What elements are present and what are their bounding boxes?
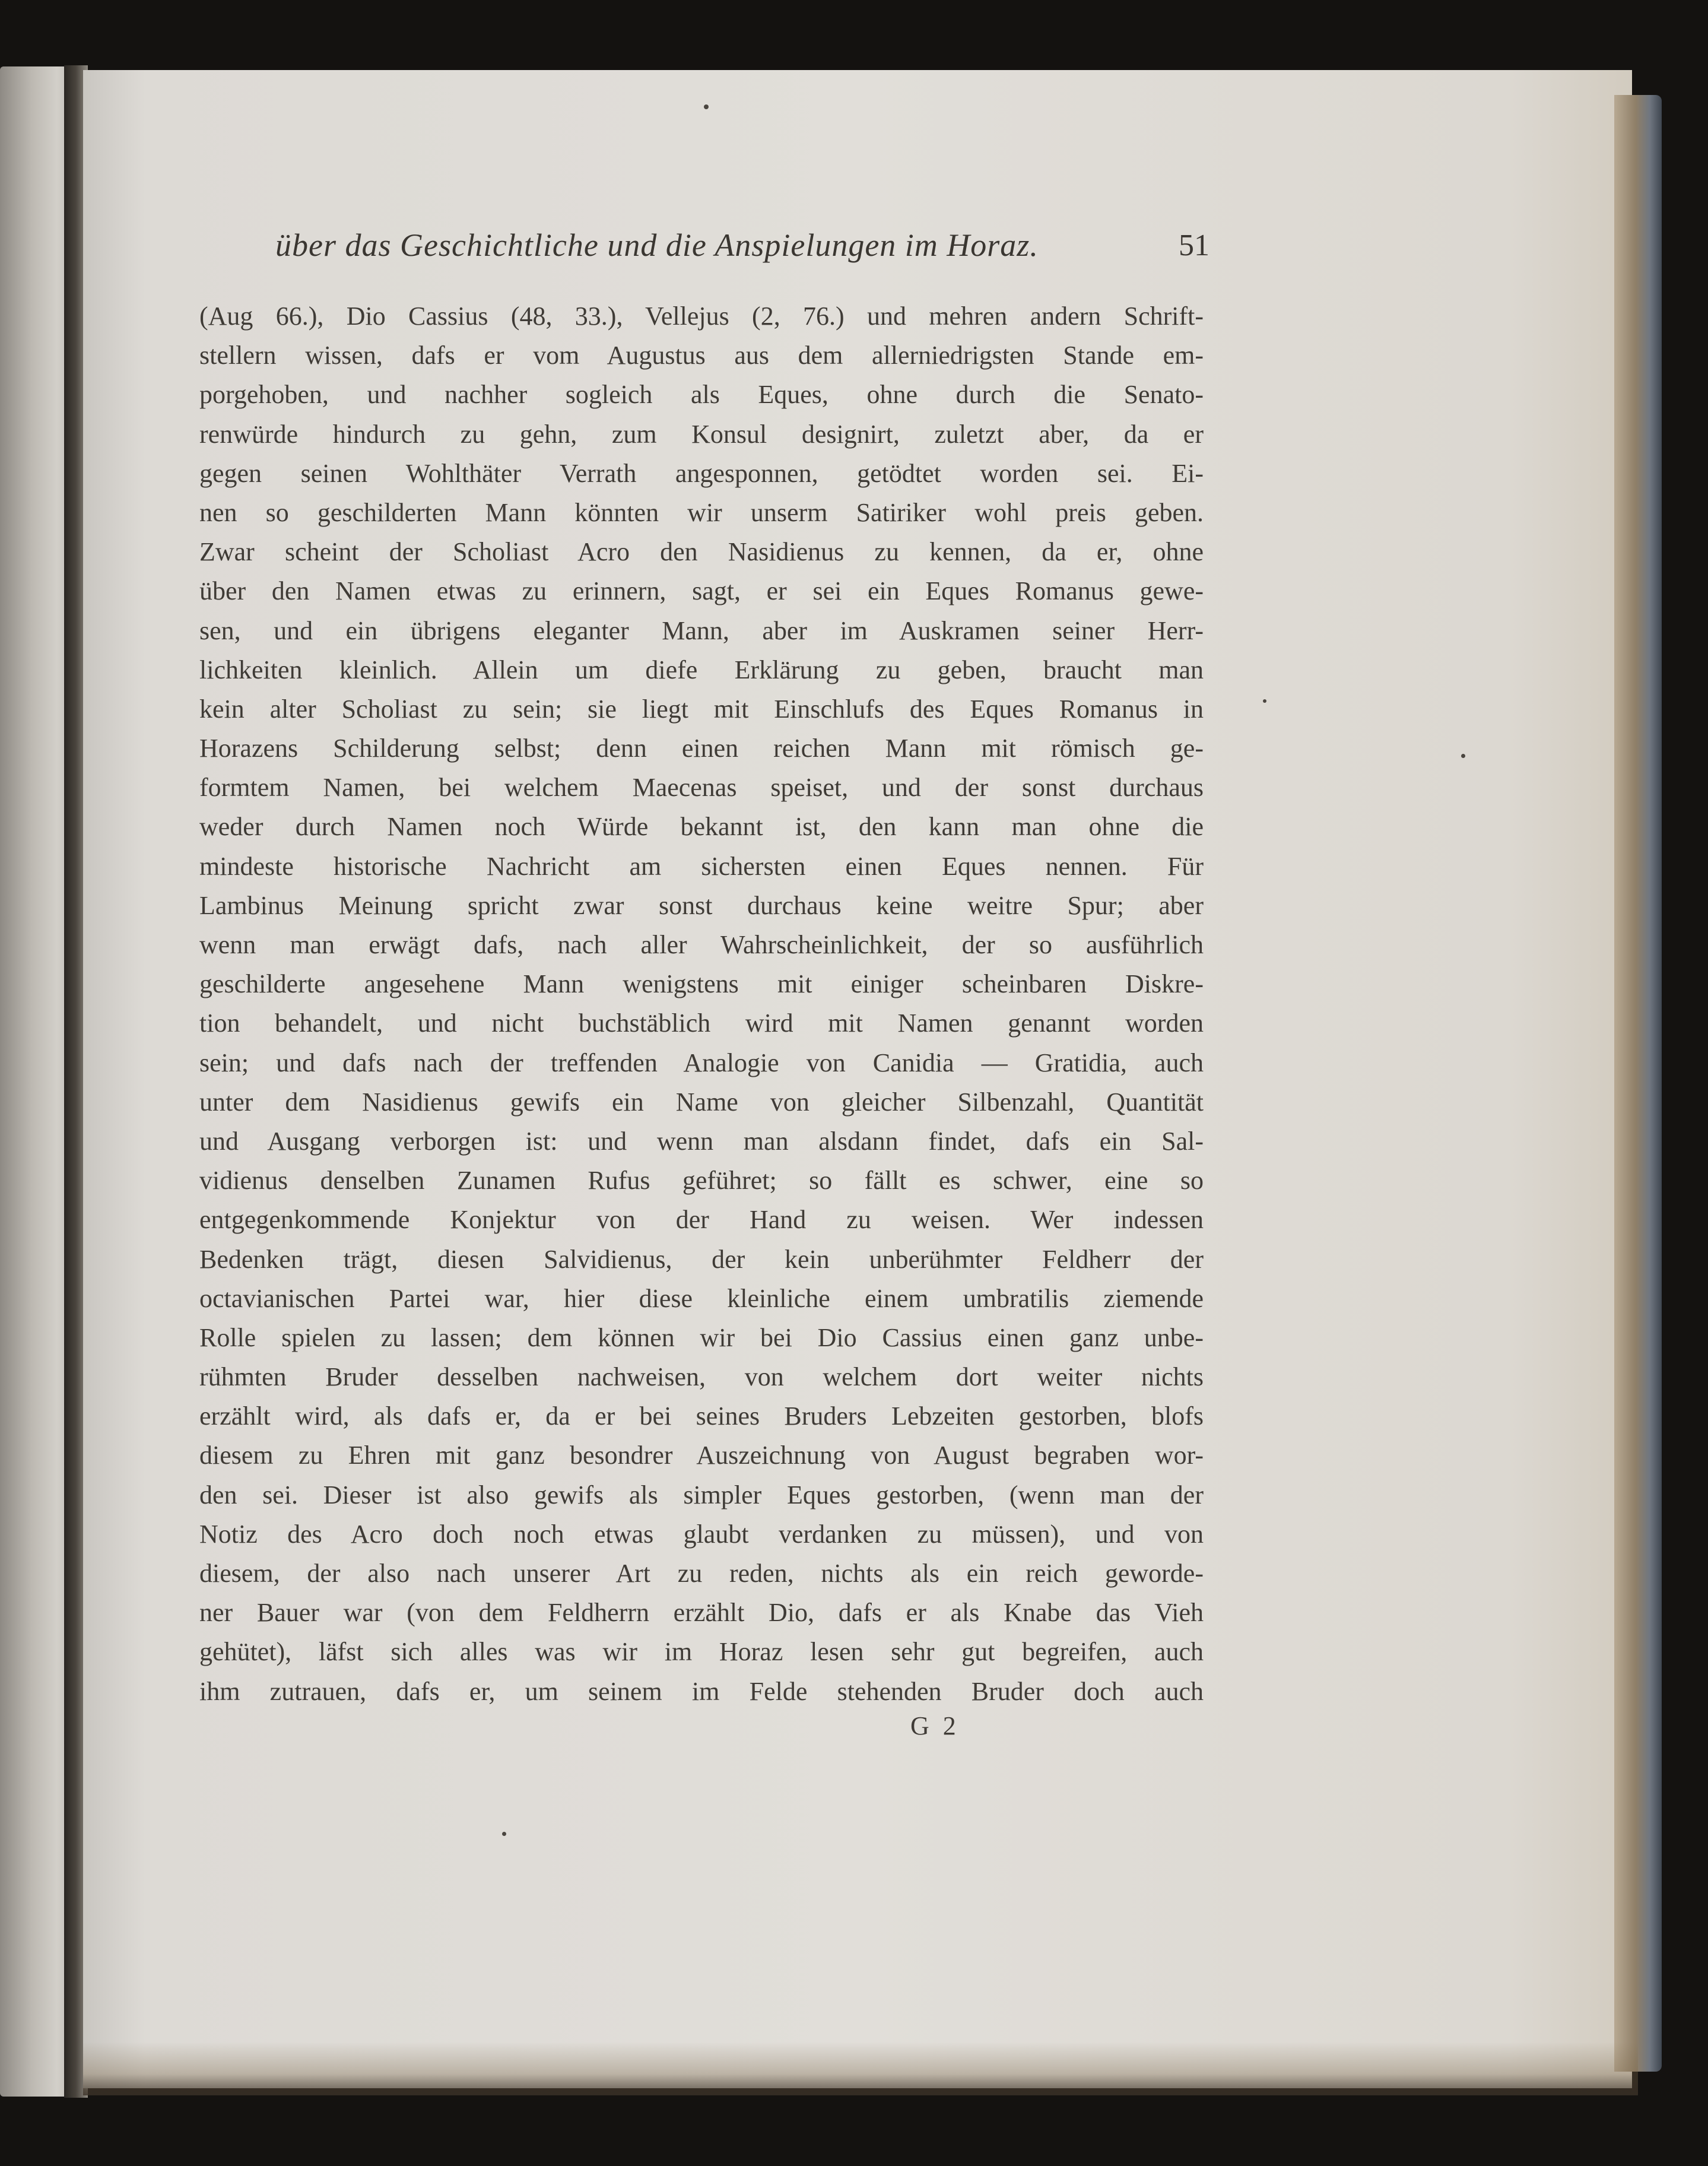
text-line: mindeste historische Nachricht am sichersten einen Eques nennen. Für: [199, 851, 1204, 881]
page-fore-edge: [1614, 95, 1662, 2072]
text-line: lichkeiten kleinlich. Allein um diefe Erklärung zu geben, braucht man: [199, 655, 1204, 684]
text-line: sen, und ein übrigens eleganter Mann, aber im Auskramen seiner Herr-: [199, 616, 1204, 645]
text-line: sein; und dafs nach der treffenden Analogie von Canidia — Gratidia, auch: [199, 1048, 1204, 1077]
text-line: Horazens Schilderung selbst; denn einen reichen Mann mit römisch ge-: [199, 734, 1204, 763]
text-line: kein alter Scholiast zu sein; sie liegt mit Einschlufs des Eques Romanus in: [199, 694, 1204, 724]
text-line: Lambinus Meinung spricht zwar sonst durchaus keine weitre Spur; aber: [199, 890, 1204, 920]
text-line: Bedenken trägt, diesen Salvidienus, der kein unberühmter Feldherr der: [199, 1244, 1204, 1274]
running-title: über das Geschichtliche und die Anspielungen im Horaz.: [275, 227, 1039, 263]
text-line: weder durch Namen noch Würde bekannt ist, den kann man ohne die: [199, 812, 1204, 842]
text-line: gegen seinen Wohlthäter Verrath angesponnen, getödtet worden sei. Ei-: [199, 458, 1204, 488]
ink-speck: [1461, 754, 1465, 758]
text-line: Rolle spielen zu lassen; dem können wir bei Dio Cassius einen ganz unbe-: [199, 1323, 1204, 1352]
text-line: wenn man erwägt dafs, nach aller Wahrscheinlichkeit, der so ausführlich: [199, 930, 1204, 959]
text-line: diesem zu Ehren mit ganz besondrer Auszeichnung von August begraben wor-: [199, 1441, 1204, 1470]
text-line: diesem, der also nach unserer Art zu reden, nichts als ein reich geworde-: [199, 1559, 1204, 1588]
text-line: Notiz des Acro doch noch etwas glaubt verdanken zu müssen), und von: [199, 1519, 1204, 1549]
text-line: und Ausgang verborgen ist: und wenn man alsdann findet, dafs ein Sal-: [199, 1126, 1204, 1156]
text-line: erzählt wird, als dafs er, da er bei seines Bruders Lebzeiten gestorben, blofs: [199, 1401, 1204, 1431]
text-line: entgegenkommende Konjektur von der Hand zu weisen. Wer indessen: [199, 1205, 1204, 1235]
signature-mark: G 2: [910, 1711, 960, 1740]
ink-speck: [502, 1832, 506, 1836]
text-line: den sei. Dieser ist also gewifs als simpler Eques gestorben, (wenn man der: [199, 1480, 1204, 1509]
text-line: stellern wissen, dafs er vom Augustus aus dem allerniedrigsten Stande em-: [199, 341, 1204, 370]
facing-page-edge: [0, 66, 71, 2097]
ink-speck: [1263, 699, 1266, 703]
body-text: [199, 297, 1204, 1711]
text-line: unter dem Nasidienus gewifs ein Name von gleicher Silbenzahl, Quantität: [199, 1087, 1204, 1117]
text-line: (Aug 66.), Dio Cassius (48, 33.), Vellejus (2, 76.) und mehren andern Schrift-: [199, 302, 1204, 331]
text-line: Zwar scheint der Scholiast Acro den Nasidienus zu kennen, da er, ohne: [199, 537, 1204, 567]
page-content: [199, 227, 1209, 1740]
text-line: nen so geschilderten Mann könnten wir unserm Satiriker wohl preis geben.: [199, 497, 1204, 527]
text-line: ner Bauer war (von dem Feldherrn erzählt Dio, dafs er als Knabe das Vieh: [199, 1598, 1204, 1628]
text-line: ihm zutrauen, dafs er, um seinem im Felde stehenden Bruder doch auch: [199, 1676, 1204, 1706]
text-line: über den Namen etwas zu erinnern, sagt, er sei ein Eques Romanus gewe-: [199, 576, 1204, 606]
page-number: 51: [1179, 229, 1209, 262]
text-line: gehütet), läfst sich alles was wir im Horaz lesen sehr gut begreifen, auch: [199, 1637, 1204, 1667]
text-line: rühmten Bruder desselben nachweisen, von welchem dort weiter nichts: [199, 1362, 1204, 1392]
page-header: [199, 227, 1209, 286]
text-line: renwürde hindurch zu gehn, zum Konsul designirt, zuletzt aber, da er: [199, 419, 1204, 449]
text-line: octavianischen Partei war, hier diese kleinliche einem umbratilis ziemende: [199, 1283, 1204, 1313]
text-line: formtem Namen, bei welchem Maecenas speiset, und der sonst durchaus: [199, 773, 1204, 803]
text-line: geschilderte angesehene Mann wenigstens mit einiger scheinbaren Diskre-: [199, 969, 1204, 999]
text-line: vidienus denselben Zunamen Rufus geführet; so fällt es schwer, eine so: [199, 1166, 1204, 1195]
text-line: porgehoben, und nachher sogleich als Eques, ohne durch die Senato-: [199, 380, 1204, 410]
text-line: tion behandelt, und nicht buchstäblich wird mit Namen genannt worden: [199, 1009, 1204, 1038]
ink-speck: [704, 104, 709, 109]
page-bottom-edge: [83, 2042, 1638, 2095]
